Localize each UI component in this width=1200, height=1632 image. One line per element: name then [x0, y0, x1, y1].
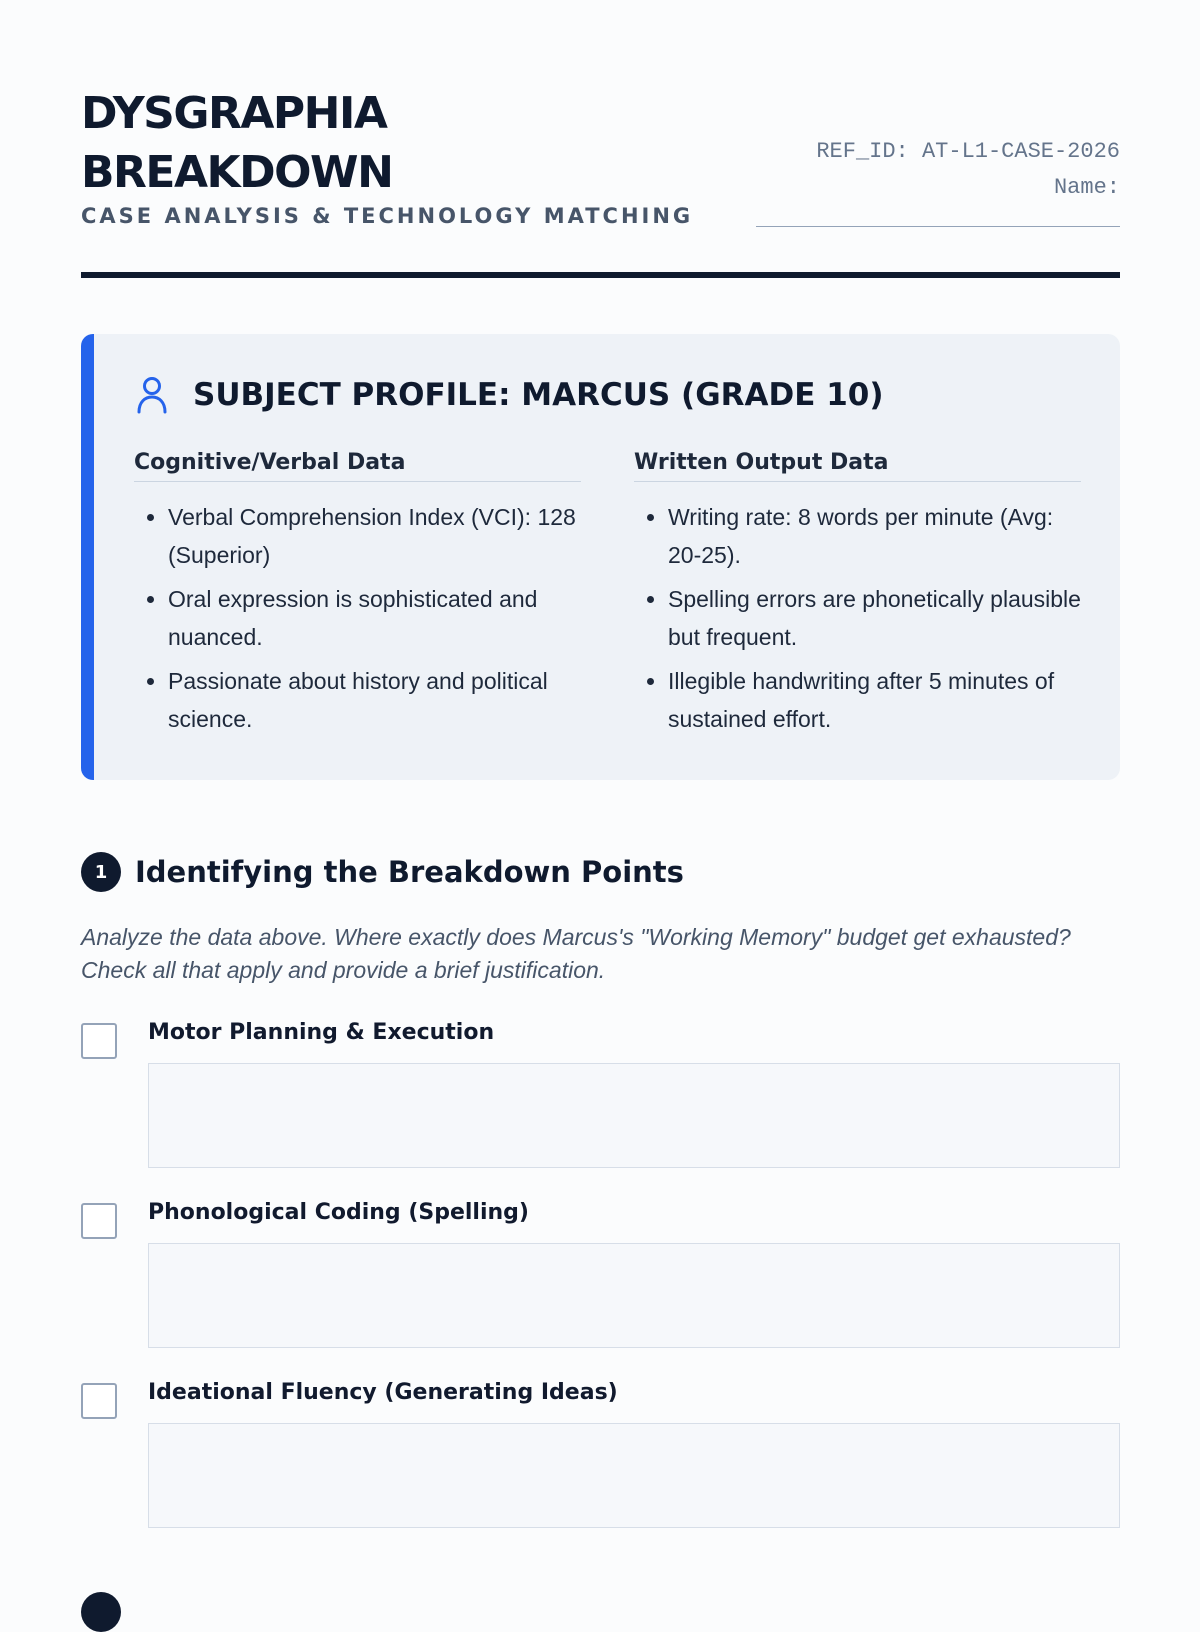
reference-id: REF_ID: AT-L1-CASE-2026: [816, 139, 1120, 164]
name-label: Name:: [1053, 175, 1120, 200]
check-label: Phonological Coding (Spelling): [148, 1200, 529, 1225]
written-output-column: [634, 450, 1081, 744]
section-instructions: Analyze the data above. Where exactly does Marcus's "Working Memory" budget get exhausted? Check all that apply and provide a brief justification.: [81, 924, 1071, 983]
motor-planning-checkbox[interactable]: [81, 1023, 117, 1059]
check-label: Motor Planning & Execution: [148, 1020, 495, 1045]
column-heading: Cognitive/Verbal Data: [134, 450, 581, 482]
phonological-coding-checkbox[interactable]: [81, 1203, 117, 1239]
check-label: Ideational Fluency (Generating Ideas): [148, 1380, 618, 1405]
list-item: • Spelling errors are phonetically plausible but frequent.: [668, 580, 1081, 656]
section-1-header: [81, 852, 684, 892]
person-icon: [136, 376, 168, 414]
page-title: DYSGRAPHIA BREAKDOWN: [81, 88, 393, 198]
list-item: • Writing rate: 8 words per minute (Avg: 20-25).: [668, 498, 1081, 574]
profile-header: [136, 376, 884, 414]
motor-planning-justification[interactable]: [148, 1063, 1120, 1168]
data-list: [634, 498, 1081, 738]
list-item: • Oral expression is sophisticated and nuanced.: [168, 580, 581, 656]
worksheet-header: [81, 84, 1120, 284]
profile-accent-bar: [81, 334, 94, 780]
list-item: • Illegible handwriting after 5 minutes of sustained effort.: [668, 662, 1081, 738]
next-section-badge: [81, 1592, 121, 1632]
column-heading: Written Output Data: [634, 450, 1081, 482]
list-item: • Passionate about history and political science.: [168, 662, 581, 738]
subject-profile-card: [81, 334, 1120, 780]
name-field-line[interactable]: [756, 226, 1120, 227]
phonological-coding-justification[interactable]: [148, 1243, 1120, 1348]
ideational-fluency-checkbox[interactable]: [81, 1383, 117, 1419]
reference-block: [816, 134, 1120, 206]
data-list: [134, 498, 581, 738]
page-subtitle: CASE ANALYSIS & TECHNOLOGY MATCHING: [81, 204, 694, 228]
profile-title: SUBJECT PROFILE: MARCUS (GRADE 10): [193, 377, 884, 413]
section-title: Identifying the Breakdown Points: [135, 855, 684, 889]
list-item: • Verbal Comprehension Index (VCI): 128 (Superior): [168, 498, 581, 574]
header-divider: [81, 272, 1120, 278]
ideational-fluency-justification[interactable]: [148, 1423, 1120, 1528]
section-number-badge: 1: [81, 852, 121, 892]
cognitive-verbal-column: [134, 450, 581, 744]
